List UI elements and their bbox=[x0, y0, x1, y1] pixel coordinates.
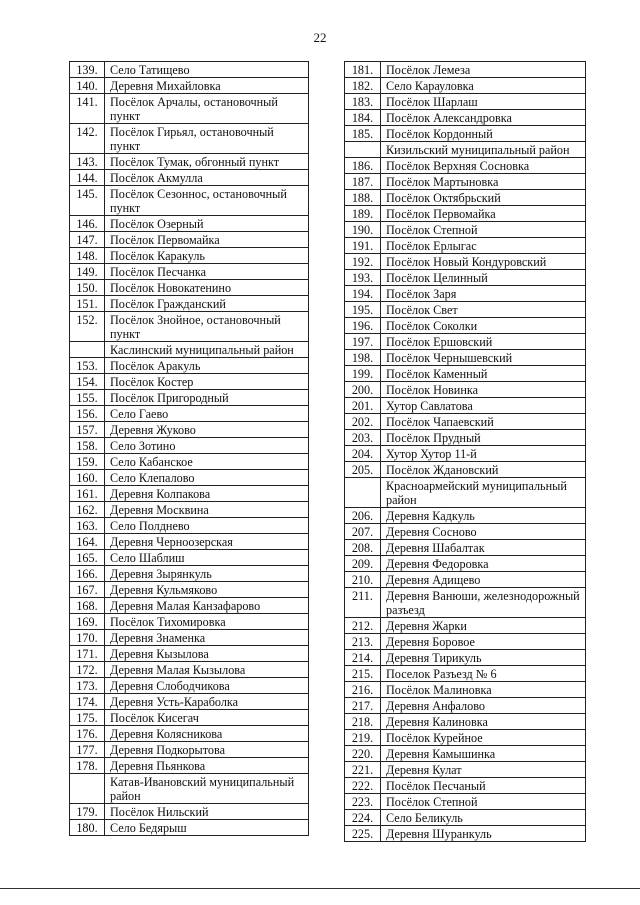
table-row bbox=[345, 540, 586, 556]
settlement-name: Посёлок Пригородный bbox=[105, 390, 309, 406]
row-number: 168. bbox=[70, 598, 105, 614]
row-number: 172. bbox=[70, 662, 105, 678]
row-number: 196. bbox=[345, 318, 381, 334]
row-number: 205. bbox=[345, 462, 381, 478]
table-row bbox=[345, 94, 586, 110]
table-row bbox=[345, 158, 586, 174]
table-row bbox=[345, 222, 586, 238]
table-row bbox=[70, 216, 309, 232]
table-row bbox=[70, 678, 309, 694]
settlement-name: Деревня Малая Кызылова bbox=[105, 662, 309, 678]
settlement-name: Деревня Кульмяково bbox=[105, 582, 309, 598]
row-number: 182. bbox=[345, 78, 381, 94]
district-header-row bbox=[70, 342, 309, 358]
settlement-name: Посёлок Соколки bbox=[381, 318, 586, 334]
row-number: 178. bbox=[70, 758, 105, 774]
settlement-name: Село Шаблиш bbox=[105, 550, 309, 566]
settlement-name: Посёлок Гирьял, остановочный пункт bbox=[105, 124, 309, 154]
settlement-name: Посёлок Ершовский bbox=[381, 334, 586, 350]
table-row bbox=[70, 646, 309, 662]
district-name: Каслинский муниципальный район bbox=[105, 342, 309, 358]
settlement-name: Посёлок Октябрьский bbox=[381, 190, 586, 206]
district-name: Красноармейский муниципальный район bbox=[381, 478, 586, 508]
row-number: 223. bbox=[345, 794, 381, 810]
row-number: 160. bbox=[70, 470, 105, 486]
table-row bbox=[345, 556, 586, 572]
row-number bbox=[70, 774, 105, 804]
settlement-name: Посёлок Первомайка bbox=[381, 206, 586, 222]
row-number: 184. bbox=[345, 110, 381, 126]
row-number: 198. bbox=[345, 350, 381, 366]
settlement-name: Посёлок Песчаный bbox=[381, 778, 586, 794]
settlement-name: Посёлок Ерлыгас bbox=[381, 238, 586, 254]
settlement-name: Село Гаево bbox=[105, 406, 309, 422]
row-number: 211. bbox=[345, 588, 381, 618]
row-number: 139. bbox=[70, 62, 105, 78]
table-row bbox=[345, 666, 586, 682]
settlement-name: Деревня Ванюши, железнодорожный разъезд bbox=[381, 588, 586, 618]
row-number: 174. bbox=[70, 694, 105, 710]
row-number: 199. bbox=[345, 366, 381, 382]
row-number: 156. bbox=[70, 406, 105, 422]
table-row bbox=[345, 698, 586, 714]
table-row bbox=[345, 778, 586, 794]
settlement-name: Посёлок Александровка bbox=[381, 110, 586, 126]
settlement-name: Посёлок Курейное bbox=[381, 730, 586, 746]
settlement-name: Посёлок Верхняя Сосновка bbox=[381, 158, 586, 174]
settlement-name: Хутор Хутор 11-й bbox=[381, 446, 586, 462]
table-row bbox=[345, 682, 586, 698]
table-row bbox=[70, 94, 309, 124]
left-settlement-table bbox=[69, 61, 309, 836]
row-number: 197. bbox=[345, 334, 381, 350]
settlement-name: Деревня Знаменка bbox=[105, 630, 309, 646]
settlement-name: Посёлок Песчанка bbox=[105, 264, 309, 280]
settlement-name: Село Клепалово bbox=[105, 470, 309, 486]
table-row bbox=[70, 804, 309, 820]
settlement-name: Посёлок Свет bbox=[381, 302, 586, 318]
settlement-name: Деревня Усть-Караболка bbox=[105, 694, 309, 710]
row-number: 145. bbox=[70, 186, 105, 216]
table-row bbox=[345, 350, 586, 366]
settlement-name: Деревня Сосново bbox=[381, 524, 586, 540]
row-number: 167. bbox=[70, 582, 105, 598]
table-row bbox=[70, 186, 309, 216]
row-number: 170. bbox=[70, 630, 105, 646]
settlement-name: Село Полднево bbox=[105, 518, 309, 534]
row-number: 165. bbox=[70, 550, 105, 566]
table-row bbox=[70, 358, 309, 374]
table-row bbox=[345, 634, 586, 650]
settlement-name: Посёлок Первомайка bbox=[105, 232, 309, 248]
settlement-name: Деревня Москвина bbox=[105, 502, 309, 518]
table-row bbox=[345, 430, 586, 446]
row-number: 216. bbox=[345, 682, 381, 698]
row-number: 141. bbox=[70, 94, 105, 124]
table-row bbox=[70, 662, 309, 678]
row-number: 148. bbox=[70, 248, 105, 264]
row-number: 204. bbox=[345, 446, 381, 462]
row-number: 142. bbox=[70, 124, 105, 154]
table-row bbox=[345, 746, 586, 762]
row-number: 206. bbox=[345, 508, 381, 524]
settlement-name: Село Кабанское bbox=[105, 454, 309, 470]
table-row bbox=[345, 714, 586, 730]
table-row bbox=[70, 438, 309, 454]
table-row bbox=[345, 286, 586, 302]
settlement-name: Посёлок Степной bbox=[381, 794, 586, 810]
table-row bbox=[345, 762, 586, 778]
row-number: 177. bbox=[70, 742, 105, 758]
row-number: 163. bbox=[70, 518, 105, 534]
table-row bbox=[70, 534, 309, 550]
district-name: Кизильский муниципальный район bbox=[381, 142, 586, 158]
row-number: 220. bbox=[345, 746, 381, 762]
row-number bbox=[345, 142, 381, 158]
table-row bbox=[70, 820, 309, 836]
settlement-name: Посёлок Прудный bbox=[381, 430, 586, 446]
table-row bbox=[70, 566, 309, 582]
table-row bbox=[70, 502, 309, 518]
table-row bbox=[345, 110, 586, 126]
settlement-name: Посёлок Сезоннос, остановочный пункт bbox=[105, 186, 309, 216]
row-number: 179. bbox=[70, 804, 105, 820]
settlement-name: Деревня Боровое bbox=[381, 634, 586, 650]
table-row bbox=[70, 598, 309, 614]
row-number: 176. bbox=[70, 726, 105, 742]
settlement-name: Деревня Кулат bbox=[381, 762, 586, 778]
row-number bbox=[70, 342, 105, 358]
table-row bbox=[70, 280, 309, 296]
row-number: 190. bbox=[345, 222, 381, 238]
settlement-name: Посёлок Арчалы, остановочный пункт bbox=[105, 94, 309, 124]
table-row bbox=[345, 524, 586, 540]
row-number: 225. bbox=[345, 826, 381, 842]
settlement-name: Деревня Черноозерская bbox=[105, 534, 309, 550]
table-row bbox=[70, 390, 309, 406]
row-number: 214. bbox=[345, 650, 381, 666]
settlement-name: Деревня Кадкуль bbox=[381, 508, 586, 524]
table-row bbox=[345, 382, 586, 398]
row-number: 146. bbox=[70, 216, 105, 232]
settlement-name: Село Зотино bbox=[105, 438, 309, 454]
settlement-name: Деревня Колпакова bbox=[105, 486, 309, 502]
table-row bbox=[70, 374, 309, 390]
settlement-name: Посёлок Тихомировка bbox=[105, 614, 309, 630]
settlement-name: Посёлок Аракуль bbox=[105, 358, 309, 374]
row-number: 188. bbox=[345, 190, 381, 206]
row-number: 207. bbox=[345, 524, 381, 540]
settlement-name: Село Татищево bbox=[105, 62, 309, 78]
settlement-name: Деревня Шуранкуль bbox=[381, 826, 586, 842]
settlement-name: Посёлок Знойное, остановочный пункт bbox=[105, 312, 309, 342]
settlement-name: Деревня Слободчикова bbox=[105, 678, 309, 694]
settlement-name: Посёлок Шарлаш bbox=[381, 94, 586, 110]
settlement-name: Посёлок Гражданский bbox=[105, 296, 309, 312]
row-number: 191. bbox=[345, 238, 381, 254]
row-number: 209. bbox=[345, 556, 381, 572]
row-number: 189. bbox=[345, 206, 381, 222]
row-number: 154. bbox=[70, 374, 105, 390]
table-row bbox=[70, 170, 309, 186]
settlement-name: Деревня Камышинка bbox=[381, 746, 586, 762]
row-number: 147. bbox=[70, 232, 105, 248]
row-number: 212. bbox=[345, 618, 381, 634]
settlement-name: Посёлок Лемеза bbox=[381, 62, 586, 78]
page-number: 22 bbox=[313, 30, 327, 45]
table-row bbox=[345, 414, 586, 430]
settlement-name: Посёлок Малиновка bbox=[381, 682, 586, 698]
table-row bbox=[70, 62, 309, 78]
row-number: 215. bbox=[345, 666, 381, 682]
row-number: 157. bbox=[70, 422, 105, 438]
right-settlement-table bbox=[344, 61, 586, 842]
table-row bbox=[345, 78, 586, 94]
table-row bbox=[70, 486, 309, 502]
settlement-name: Поселок Разъезд № 6 bbox=[381, 666, 586, 682]
table-row bbox=[70, 742, 309, 758]
settlement-name: Посёлок Новинка bbox=[381, 382, 586, 398]
row-number bbox=[345, 478, 381, 508]
settlement-name: Деревня Малая Канзафарово bbox=[105, 598, 309, 614]
district-header-row bbox=[345, 142, 586, 158]
settlement-name: Посёлок Тумак, обгонный пункт bbox=[105, 154, 309, 170]
settlement-name: Деревня Шабалтак bbox=[381, 540, 586, 556]
row-number: 192. bbox=[345, 254, 381, 270]
table-row bbox=[345, 366, 586, 382]
table-row bbox=[70, 550, 309, 566]
bottom-rule bbox=[0, 888, 640, 889]
row-number: 194. bbox=[345, 286, 381, 302]
row-number: 173. bbox=[70, 678, 105, 694]
row-number: 152. bbox=[70, 312, 105, 342]
table-row bbox=[345, 254, 586, 270]
row-number: 221. bbox=[345, 762, 381, 778]
settlement-name: Посёлок Целинный bbox=[381, 270, 586, 286]
table-row bbox=[345, 650, 586, 666]
table-row bbox=[70, 406, 309, 422]
settlement-name: Посёлок Костер bbox=[105, 374, 309, 390]
settlement-name: Посёлок Кордонный bbox=[381, 126, 586, 142]
table-row bbox=[345, 794, 586, 810]
settlement-name: Посёлок Каменный bbox=[381, 366, 586, 382]
settlement-name: Деревня Михайловка bbox=[105, 78, 309, 94]
settlement-name: Посёлок Новый Кондуровский bbox=[381, 254, 586, 270]
table-row bbox=[345, 810, 586, 826]
row-number: 161. bbox=[70, 486, 105, 502]
settlement-name: Посёлок Степной bbox=[381, 222, 586, 238]
settlement-name: Деревня Зырянкуль bbox=[105, 566, 309, 582]
settlement-name: Посёлок Озерный bbox=[105, 216, 309, 232]
table-row bbox=[70, 470, 309, 486]
settlement-name: Посёлок Нильский bbox=[105, 804, 309, 820]
settlement-name: Село Бедярыш bbox=[105, 820, 309, 836]
settlement-name: Посёлок Ждановский bbox=[381, 462, 586, 478]
table-row bbox=[70, 630, 309, 646]
row-number: 144. bbox=[70, 170, 105, 186]
settlement-name: Деревня Калиновка bbox=[381, 714, 586, 730]
settlement-name: Посёлок Новокатенино bbox=[105, 280, 309, 296]
table-row bbox=[70, 582, 309, 598]
table-row bbox=[70, 614, 309, 630]
settlement-name: Деревня Федоровка bbox=[381, 556, 586, 572]
settlement-name: Деревня Пьянкова bbox=[105, 758, 309, 774]
table-row bbox=[70, 758, 309, 774]
row-number: 187. bbox=[345, 174, 381, 190]
table-row bbox=[345, 572, 586, 588]
district-name: Катав-Ивановский муниципальный район bbox=[105, 774, 309, 804]
row-number: 158. bbox=[70, 438, 105, 454]
row-number: 186. bbox=[345, 158, 381, 174]
row-number: 143. bbox=[70, 154, 105, 170]
row-number: 175. bbox=[70, 710, 105, 726]
row-number: 200. bbox=[345, 382, 381, 398]
row-number: 151. bbox=[70, 296, 105, 312]
row-number: 213. bbox=[345, 634, 381, 650]
table-row bbox=[345, 238, 586, 254]
row-number: 217. bbox=[345, 698, 381, 714]
row-number: 149. bbox=[70, 264, 105, 280]
row-number: 222. bbox=[345, 778, 381, 794]
settlement-name: Село Карауловка bbox=[381, 78, 586, 94]
row-number: 224. bbox=[345, 810, 381, 826]
table-row bbox=[70, 154, 309, 170]
settlement-name: Деревня Адищево bbox=[381, 572, 586, 588]
table-row bbox=[345, 446, 586, 462]
table-row bbox=[345, 618, 586, 634]
table-row bbox=[70, 518, 309, 534]
settlement-name: Деревня Колясникова bbox=[105, 726, 309, 742]
settlement-name: Посёлок Чапаевский bbox=[381, 414, 586, 430]
row-number: 181. bbox=[345, 62, 381, 78]
table-row bbox=[70, 296, 309, 312]
settlement-name: Деревня Жарки bbox=[381, 618, 586, 634]
settlement-name: Деревня Жуково bbox=[105, 422, 309, 438]
table-row bbox=[70, 710, 309, 726]
table-row bbox=[345, 730, 586, 746]
table-row bbox=[70, 232, 309, 248]
table-row bbox=[70, 248, 309, 264]
row-number: 171. bbox=[70, 646, 105, 662]
settlement-name: Посёлок Кисегач bbox=[105, 710, 309, 726]
row-number: 162. bbox=[70, 502, 105, 518]
table-row bbox=[345, 398, 586, 414]
row-number: 208. bbox=[345, 540, 381, 556]
table-row bbox=[345, 62, 586, 78]
table-row bbox=[70, 124, 309, 154]
table-row bbox=[70, 78, 309, 94]
settlement-name: Деревня Подкорытова bbox=[105, 742, 309, 758]
district-header-row bbox=[345, 478, 586, 508]
table-row bbox=[70, 454, 309, 470]
settlement-name: Посёлок Мартыновка bbox=[381, 174, 586, 190]
settlement-name: Посёлок Заря bbox=[381, 286, 586, 302]
table-row bbox=[345, 318, 586, 334]
table-row bbox=[70, 312, 309, 342]
table-row bbox=[70, 264, 309, 280]
district-header-row bbox=[70, 774, 309, 804]
row-number: 203. bbox=[345, 430, 381, 446]
settlement-name: Село Беликуль bbox=[381, 810, 586, 826]
table-row bbox=[345, 334, 586, 350]
row-number: 201. bbox=[345, 398, 381, 414]
table-row bbox=[345, 174, 586, 190]
row-number: 155. bbox=[70, 390, 105, 406]
settlement-name: Посёлок Акмулла bbox=[105, 170, 309, 186]
table-row bbox=[345, 508, 586, 524]
settlement-name: Посёлок Чернышевский bbox=[381, 350, 586, 366]
row-number: 159. bbox=[70, 454, 105, 470]
row-number: 180. bbox=[70, 820, 105, 836]
row-number: 219. bbox=[345, 730, 381, 746]
table-row bbox=[70, 726, 309, 742]
settlement-name: Хутор Савлатова bbox=[381, 398, 586, 414]
table-row bbox=[345, 190, 586, 206]
row-number: 164. bbox=[70, 534, 105, 550]
row-number: 195. bbox=[345, 302, 381, 318]
settlement-name: Деревня Кызылова bbox=[105, 646, 309, 662]
table-row bbox=[345, 826, 586, 842]
settlement-name: Деревня Анфалово bbox=[381, 698, 586, 714]
table-row bbox=[345, 462, 586, 478]
row-number: 183. bbox=[345, 94, 381, 110]
row-number: 153. bbox=[70, 358, 105, 374]
table-row bbox=[345, 588, 586, 618]
row-number: 166. bbox=[70, 566, 105, 582]
table-row bbox=[345, 302, 586, 318]
row-number: 169. bbox=[70, 614, 105, 630]
row-number: 150. bbox=[70, 280, 105, 296]
table-row bbox=[345, 270, 586, 286]
row-number: 210. bbox=[345, 572, 381, 588]
row-number: 193. bbox=[345, 270, 381, 286]
row-number: 185. bbox=[345, 126, 381, 142]
row-number: 218. bbox=[345, 714, 381, 730]
table-row bbox=[345, 206, 586, 222]
table-row bbox=[345, 126, 586, 142]
row-number: 140. bbox=[70, 78, 105, 94]
row-number: 202. bbox=[345, 414, 381, 430]
settlement-name: Посёлок Каракуль bbox=[105, 248, 309, 264]
settlement-name: Деревня Тирикуль bbox=[381, 650, 586, 666]
table-row bbox=[70, 694, 309, 710]
table-row bbox=[70, 422, 309, 438]
